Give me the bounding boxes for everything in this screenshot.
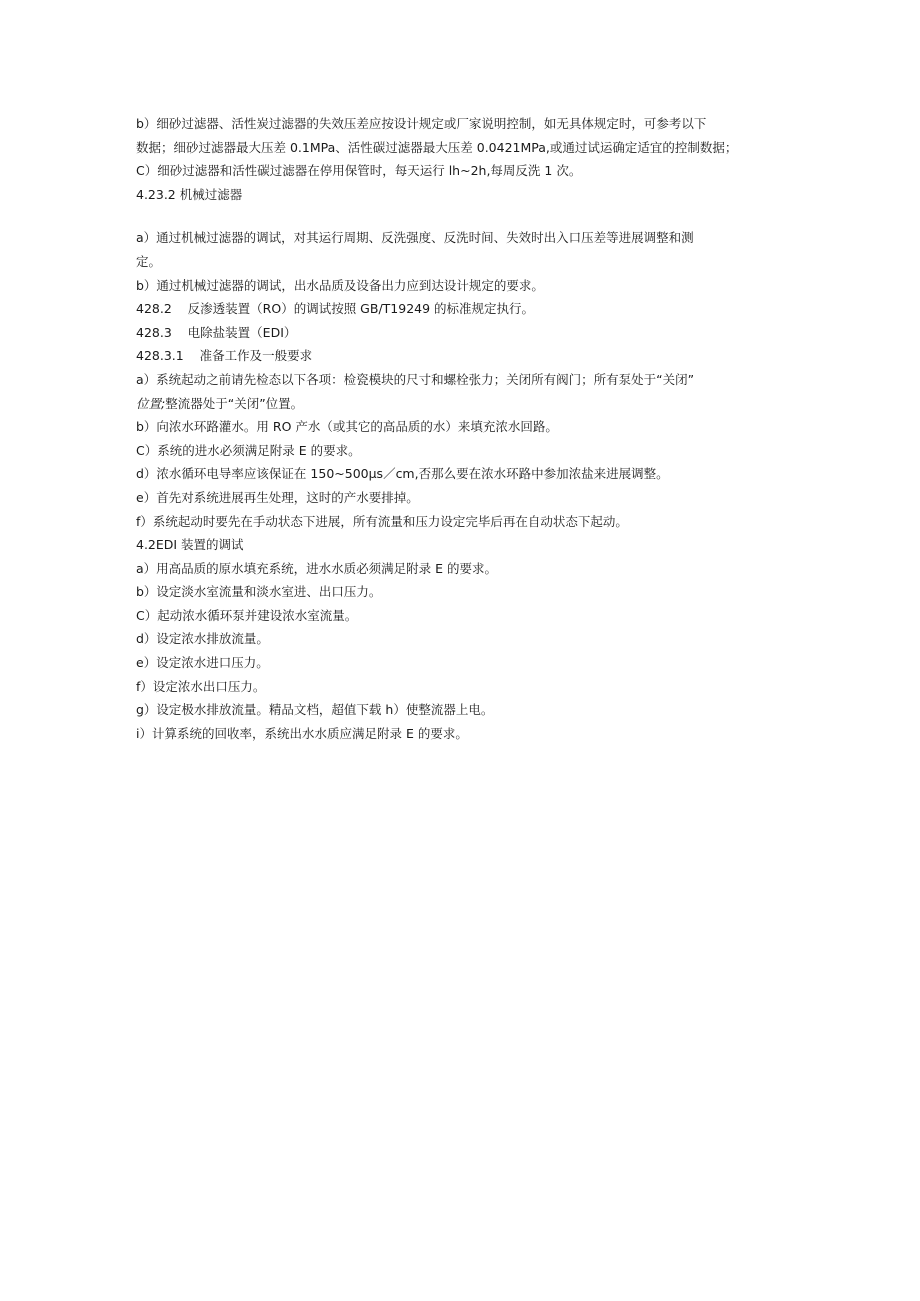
paragraph-line: 数据；细砂过滤器最大压差 0.1MPa、活性碳过滤器最大压差 0.0421MPa,或通过试运确定适宜的控制数据；: [136, 139, 738, 155]
paragraph-line: e）设定浓水进口压力。: [136, 655, 269, 671]
section-heading: 428.3 电除盐装置（EDI）: [136, 324, 297, 340]
paragraph-line: [136, 392, 786, 416]
paragraph-line: i）计算系统的回收率，系统出水水质应满足附录 E 的要求。: [136, 725, 468, 741]
paragraph-line: b）向浓水环路灌水。用 RO 产水（或其它的高品质的水）来填充浓水回路。: [136, 419, 558, 435]
paragraph-line: 定。: [136, 253, 162, 269]
paragraph-line: f）系统起动时要先在手动状态下进展，所有流量和压力设定完毕后再在自动状态下起动。: [136, 513, 628, 529]
paragraph-line: b）细砂过滤器、活性炭过滤器的失效压差应按设计规定或厂家说明控制，如无具体规定时，可参考以下: [136, 116, 707, 131]
paragraph-line: g）设定极水排放流量。精品文档，超值下载 h）使整流器上电。: [136, 702, 494, 718]
paragraph-line: C）系统的进水必须满足附录 E 的要求。: [136, 442, 361, 458]
spacer: [136, 206, 786, 226]
italic-text: 位置;: [136, 395, 166, 411]
section-heading: 4.2EDI 装置的调试: [136, 537, 244, 553]
paragraph-line: a）通过机械过滤器的调试，对其运行周期、反洗强度、反洗时间、失效时出入口压差等进展调整和测: [136, 230, 694, 246]
paragraph-line: a）系统起动之前请先检态以下各项：检瓷模块的尺寸和螺栓张力；关闭所有阀门；所有泵处于“关闭”: [136, 371, 695, 387]
paragraph-line: e）首先对系统进展再生处理，这时的产水要排掉。: [136, 489, 419, 505]
paragraph-line: C）细砂过滤器和活性碳过滤器在停用保管时，每天运行 lh~2h,每周反洗 1 次。: [136, 163, 582, 179]
paragraph-line: d）设定浓水排放流量。: [136, 631, 269, 647]
document-body: [136, 112, 786, 745]
paragraph-line: f）设定浓水出口压力。: [136, 678, 266, 694]
paragraph-line: C）起动浓水循环泵并建设浓水室流量。: [136, 607, 358, 623]
paragraph-text: 整流器处于“关闭”位置。: [165, 395, 304, 411]
paragraph-line: b）设定淡水室流量和淡水室进、出口压力。: [136, 584, 382, 600]
section-heading: 4.23.2 机械过滤器: [136, 186, 243, 202]
section-heading: 428.3.1 准备工作及一般要求: [136, 348, 313, 364]
paragraph-line: a）用高品质的原水填充系统，进水水质必须满足附录 E 的要求。: [136, 560, 498, 576]
section-heading: 428.2 反渗透装置（RO）的调试按照 GB/T19249 的标准规定执行。: [136, 301, 535, 317]
paragraph-line: b）通过机械过滤器的调试，出水品质及设备出力应到达设计规定的要求。: [136, 277, 544, 293]
paragraph-line: d）浓水循环电导率应该保证在 150~500μs／cm,否那么要在浓水环路中参加浓盐来进展调整。: [136, 466, 669, 482]
